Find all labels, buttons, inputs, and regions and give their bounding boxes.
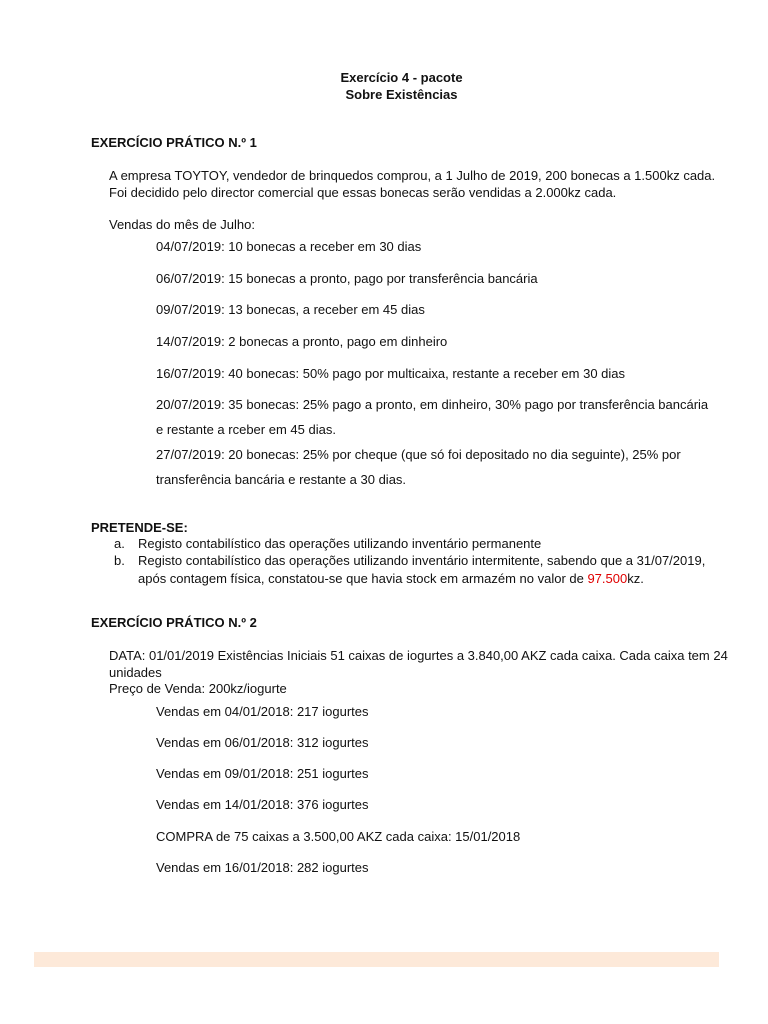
list-item: COMPRA de 75 caixas a 3.500,00 AKZ cada caixa: 15/01/2018 bbox=[156, 829, 521, 844]
ordered-item-b-continuation bbox=[114, 571, 644, 586]
list-item: Vendas em 14/01/2018: 376 iogurtes bbox=[156, 797, 369, 812]
list-item-text: Registo contabilístico das operações utilizando inventário intermitente, sabendo que a 31/07/2019, bbox=[138, 553, 706, 568]
exercise-1-intro-line-2: Foi decidido pelo director comercial que essas bonecas serão vendidas a 2.000kz cada. bbox=[109, 185, 617, 200]
sales-label: Vendas do mês de Julho: bbox=[109, 217, 255, 232]
list-item-continuation: transferência bancária e restante a 30 dias. bbox=[156, 472, 407, 487]
list-item: 16/07/2019: 40 bonecas: 50% pago por multicaixa, restante a receber em 30 dias bbox=[156, 366, 626, 381]
exercise-2-data-line-2: unidades bbox=[109, 665, 162, 680]
list-item: 27/07/2019: 20 bonecas: 25% por cheque (que só foi depositado no dia seguinte), 25% por bbox=[156, 447, 681, 462]
list-item: 14/07/2019: 2 bonecas a pronto, pago em dinheiro bbox=[156, 334, 448, 349]
exercise-1-heading: EXERCÍCIO PRÁTICO N.º 1 bbox=[91, 135, 257, 150]
list-item-text: Registo contabilístico das operações utilizando inventário permanente bbox=[138, 536, 542, 551]
document-subtitle: Sobre Existências bbox=[345, 87, 458, 102]
list-item-continuation: e restante a rceber em 45 dias. bbox=[156, 422, 336, 437]
exercise-2-heading: EXERCÍCIO PRÁTICO N.º 2 bbox=[91, 615, 257, 630]
list-item: 04/07/2019: 10 bonecas a receber em 30 dias bbox=[156, 239, 422, 254]
value-unit: kz. bbox=[627, 571, 644, 586]
list-marker: b. bbox=[114, 553, 125, 568]
list-item: Vendas em 04/01/2018: 217 iogurtes bbox=[156, 704, 369, 719]
list-item: Vendas em 06/01/2018: 312 iogurtes bbox=[156, 735, 369, 750]
footer-band bbox=[34, 952, 719, 967]
list-item: 06/07/2019: 15 bonecas a pronto, pago por transferência bancária bbox=[156, 271, 538, 286]
list-item: 09/07/2019: 13 bonecas, a receber em 45 dias bbox=[156, 302, 425, 317]
pretende-heading: PRETENDE-SE: bbox=[91, 520, 188, 535]
list-item-text: após contagem física, constatou-se que havia stock em armazém no valor de bbox=[138, 571, 588, 586]
stock-value: 97.500 bbox=[587, 571, 628, 586]
list-item: Vendas em 16/01/2018: 282 iogurtes bbox=[156, 860, 369, 875]
list-item: 20/07/2019: 35 bonecas: 25% pago a pronto, em dinheiro, 30% pago por transferência bancária bbox=[156, 397, 709, 412]
exercise-2-data-line-1: DATA: 01/01/2019 Existências Iniciais 51 caixas de iogurtes a 3.840,00 AKZ cada caixa. Cada caixa tem 24 bbox=[109, 648, 728, 663]
list-marker: a. bbox=[114, 536, 125, 551]
exercise-1-intro-line-1: A empresa TOYTOY, vendedor de brinquedos comprou, a 1 Julho de 2019, 200 bonecas a 1.500kz cada. bbox=[109, 168, 716, 183]
list-item: Vendas em 09/01/2018: 251 iogurtes bbox=[156, 766, 369, 781]
document-title: Exercício 4 - pacote bbox=[340, 70, 463, 85]
exercise-2-price-line: Preço de Venda: 200kz/iogurte bbox=[109, 681, 287, 696]
ordered-item-a bbox=[114, 536, 541, 551]
ordered-item-b bbox=[114, 553, 705, 568]
